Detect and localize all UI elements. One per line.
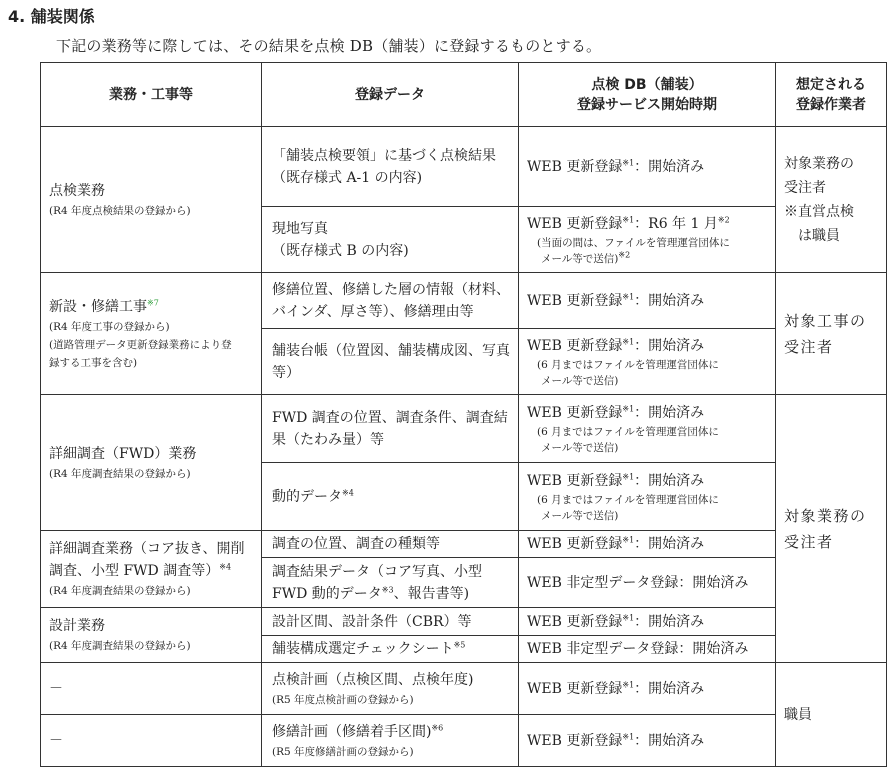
service-note: メール等で送信)	[541, 252, 619, 265]
intro-text: 下記の業務等に際しては、その結果を点検 DB（舗装）に登録するものとする。	[56, 37, 602, 55]
business-name: 詳細調査業務（コア抜き、開削調査、小型 FWD 調査等）	[49, 541, 245, 579]
footnote-mark: ※1	[622, 291, 635, 301]
footnote-mark: ※1	[622, 157, 635, 167]
business-name: 詳細調査（FWD）業務	[49, 445, 197, 462]
service-text: WEB 更新登録	[527, 732, 623, 749]
service-cell	[519, 329, 776, 395]
business-plan2: －	[41, 715, 262, 767]
service-cell	[519, 608, 776, 636]
table-row	[41, 531, 887, 558]
data-cell: 修繕位置、修繕した層の情報（材料、バインダ、厚さ等）、修繕理由等	[262, 273, 519, 329]
service-cell	[519, 273, 776, 329]
header-service-start	[519, 63, 776, 127]
data-text: 動的データ	[272, 488, 342, 505]
worker-line: 受注者	[784, 532, 834, 551]
footnote-mark: ※1	[622, 214, 635, 224]
worker-line: は職員	[798, 227, 840, 244]
data-text: 調査結果データ（コア写真、小型 FWD 動的データ	[272, 563, 482, 602]
data-cell: 舗装台帳（位置図、舗装構成図、写真等）	[262, 329, 519, 395]
service-cell	[519, 663, 776, 715]
worker-line: 対象工事の	[784, 311, 867, 330]
worker-line: 対象業務の	[784, 155, 854, 172]
service-text: WEB 更新登録	[527, 404, 623, 421]
data-cell	[262, 715, 519, 767]
header-worker	[776, 63, 887, 127]
footnote-mark: ※1	[622, 612, 635, 622]
worker-line: 対象業務の	[784, 506, 867, 525]
data-text: 、報告書等)	[393, 585, 470, 602]
business-sub: (R4 年度点検結果の登録から)	[49, 204, 191, 217]
data-cell	[262, 558, 519, 608]
header-worker-line2: 登録作業者	[796, 96, 866, 113]
table-row	[41, 715, 887, 767]
service-status: ：開始済み	[634, 732, 705, 749]
data-cell	[262, 127, 519, 207]
worker-line: ※直営点検	[784, 203, 854, 220]
service-cell	[519, 531, 776, 558]
service-text: WEB 更新登録	[527, 158, 623, 175]
data-cell: FWD 調査の位置、調査条件、調査結果（たわみ量）等	[262, 395, 519, 463]
table-row	[41, 273, 887, 329]
footnote-mark: ※2	[618, 250, 631, 259]
registration-table	[40, 62, 887, 767]
service-cell	[519, 127, 776, 207]
data-text: 現地写真	[272, 220, 328, 237]
data-sub: （既存様式 A-1 の内容)	[272, 169, 423, 186]
business-name: 設計業務	[49, 618, 105, 634]
worker-line: 受注者	[784, 337, 834, 356]
service-cell	[519, 715, 776, 767]
service-status: ：開始済み	[634, 613, 705, 630]
business-fwd	[41, 395, 262, 531]
service-text: WEB 更新登録	[527, 337, 623, 354]
service-status: ：開始済み	[634, 680, 705, 697]
data-text: 点検計画（点検区間、点検年度)	[272, 671, 474, 688]
service-text: WEB 更新登録	[527, 215, 623, 232]
worker-inspection	[776, 127, 887, 273]
worker-staff: 職員	[776, 663, 887, 767]
data-cell	[262, 207, 519, 273]
business-sub: (R4 年度工事の登録から)	[49, 320, 170, 333]
service-cell	[519, 207, 776, 273]
footnote-mark: ※6	[431, 722, 444, 732]
data-sub: (R5 年度点検計画の登録から)	[272, 693, 414, 706]
service-status: ：開始済み	[634, 158, 705, 175]
service-text: WEB 更新登録	[527, 680, 623, 697]
footnote-mark: ※2	[717, 214, 730, 224]
service-text: WEB 更新登録	[527, 292, 623, 309]
footnote-mark: ※3	[381, 584, 394, 594]
header-worker-line1: 想定される	[796, 76, 866, 93]
service-status: ：開始済み	[634, 536, 705, 552]
service-status: ：R6 年 1 月	[634, 215, 718, 232]
business-inspection	[41, 127, 262, 273]
data-text: 舗装構成選定チェックシート	[272, 641, 454, 657]
table-header-row	[41, 63, 887, 127]
data-text: 修繕計画（修繕着手区間)	[272, 723, 432, 740]
worker-fwd-detail-design	[776, 395, 887, 663]
service-text: WEB 更新登録	[527, 613, 623, 630]
service-note: (6 月まではファイルを管理運営団体に	[537, 425, 719, 438]
data-sub: （既存様式 B の内容)	[272, 242, 409, 259]
service-cell: WEB 非定型データ登録：開始済み	[519, 558, 776, 608]
data-text: 「舗装点検要領」に基づく点検結果	[272, 147, 496, 164]
section-title: 4. 舗装関係	[8, 7, 95, 26]
service-status: ：開始済み	[634, 472, 705, 489]
business-detail	[41, 531, 262, 608]
business-construction	[41, 273, 262, 395]
service-status: ：開始済み	[634, 292, 705, 309]
service-note: (当面の間は、ファイルを管理運営団体に	[537, 236, 730, 249]
service-note: メール等で送信)	[541, 441, 619, 454]
footnote-mark: ※1	[622, 403, 635, 413]
data-cell	[262, 636, 519, 663]
header-business: 業務・工事等	[41, 63, 262, 127]
service-note: (6 月まではファイルを管理運営団体に	[537, 493, 719, 506]
data-cell: 設計区間、設計条件（CBR）等	[262, 608, 519, 636]
footnote-mark: ※1	[622, 336, 635, 346]
service-status: ：開始済み	[634, 404, 705, 421]
service-text: WEB 更新登録	[527, 472, 623, 489]
business-sub: (R4 年度調査結果の登録から)	[49, 640, 191, 652]
footnote-mark: ※4	[219, 562, 232, 572]
service-cell	[519, 395, 776, 463]
header-data: 登録データ	[262, 63, 519, 127]
business-design	[41, 608, 262, 663]
table-row	[41, 127, 887, 207]
business-sub: 録する工事を含む)	[49, 356, 138, 369]
data-cell: 調査の位置、調査の種類等	[262, 531, 519, 558]
service-cell	[519, 463, 776, 531]
business-sub: (R4 年度調査結果の登録から)	[49, 467, 191, 480]
service-text: WEB 更新登録	[527, 536, 623, 552]
worker-line: 受注者	[784, 179, 826, 196]
business-plan1: －	[41, 663, 262, 715]
footnote-mark: ※4	[342, 487, 354, 497]
business-sub: (R4 年度調査結果の登録から)	[49, 585, 191, 597]
service-cell: WEB 非定型データ登録：開始済み	[519, 636, 776, 663]
service-note: メール等で送信)	[541, 374, 619, 387]
footnote-mark: ※1	[622, 471, 635, 481]
service-note: (6 月まではファイルを管理運営団体に	[537, 358, 719, 371]
business-name: 点検業務	[49, 182, 105, 199]
business-sub: (道路管理データ更新登録業務により登	[49, 338, 232, 351]
data-sub: (R5 年度修繕計画の登録から)	[272, 745, 414, 758]
table-row	[41, 395, 887, 463]
table-row	[41, 608, 887, 636]
data-cell	[262, 463, 519, 531]
service-status: ：開始済み	[634, 337, 705, 354]
footnote-mark: ※5	[453, 640, 466, 650]
data-cell	[262, 663, 519, 715]
service-note: メール等で送信)	[541, 509, 619, 522]
worker-construction	[776, 273, 887, 395]
footnote-mark: ※7	[147, 297, 159, 307]
footnote-mark: ※1	[622, 679, 635, 689]
footnote-mark: ※1	[622, 731, 635, 741]
header-service-line2: 登録サービス開始時期	[577, 96, 717, 113]
header-service-line1: 点検 DB（舗装）	[591, 76, 703, 93]
business-name: 新設・修繕工事	[49, 298, 147, 315]
table-row	[41, 663, 887, 715]
footnote-mark: ※1	[622, 535, 635, 545]
